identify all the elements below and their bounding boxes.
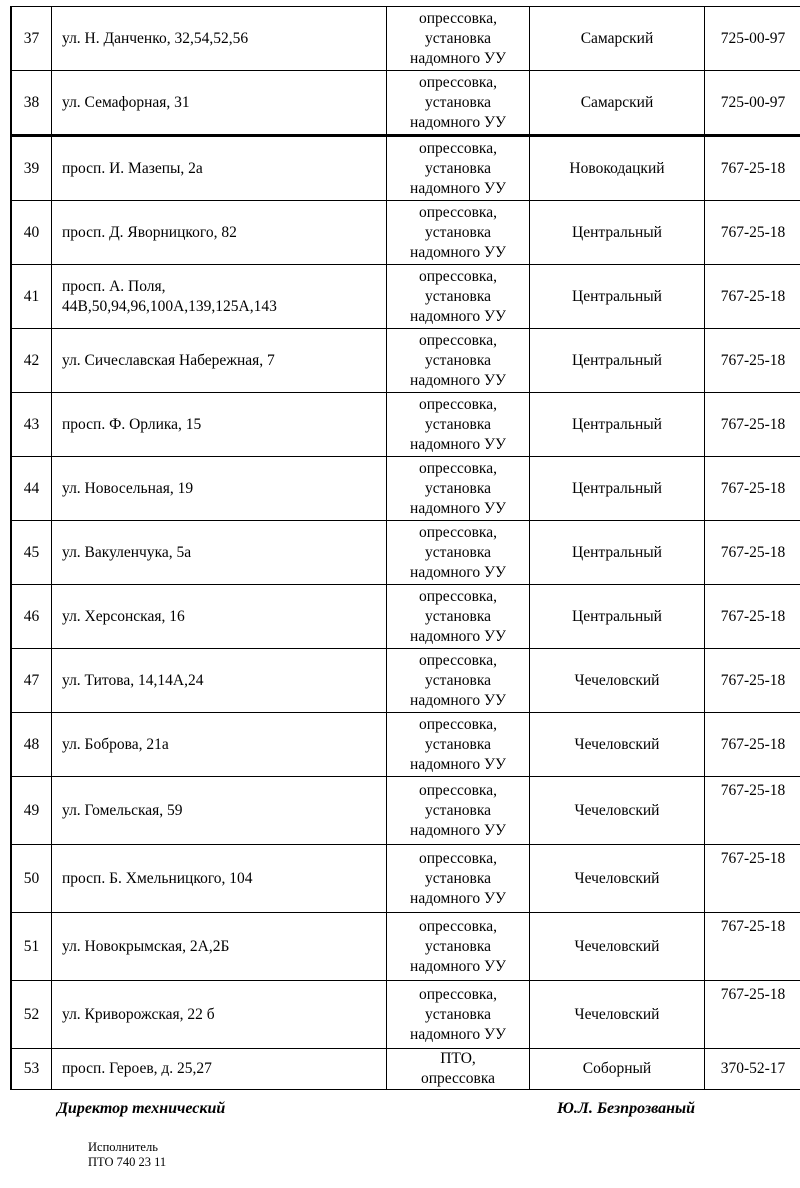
work-line: установка xyxy=(424,607,491,625)
document-sheet xyxy=(10,6,785,1090)
work-type-cell xyxy=(387,201,530,265)
work-line: установка xyxy=(424,543,491,561)
address-cell: ул. Новосельная, 19 xyxy=(52,457,387,521)
work-line: опрессовка xyxy=(420,1070,496,1087)
table-row xyxy=(11,981,800,1049)
phone-cell: 767-25-18 xyxy=(705,329,800,393)
work-line: надомного УУ xyxy=(410,49,506,67)
district-cell: Чечеловский xyxy=(530,913,705,981)
work-line: надомного УУ xyxy=(410,435,506,453)
phone-cell: 725-00-97 xyxy=(705,7,800,71)
work-line: надомного УУ xyxy=(410,371,506,389)
district-cell: Центральный xyxy=(530,201,705,265)
work-type-cell xyxy=(387,777,530,845)
phone-cell: 767-25-18 xyxy=(705,585,800,649)
row-number: 50 xyxy=(11,845,52,913)
table-row xyxy=(11,457,800,521)
row-number: 44 xyxy=(11,457,52,521)
work-line: установка xyxy=(424,801,491,819)
address-cell: ул. Криворожская, 22 б xyxy=(52,981,387,1049)
work-line: надомного УУ xyxy=(410,243,506,261)
district-cell: Центральный xyxy=(530,457,705,521)
work-line: надомного УУ xyxy=(410,499,506,517)
table-row xyxy=(11,585,800,649)
work-type-cell xyxy=(387,981,530,1049)
phone-cell: 767-25-18 xyxy=(705,649,800,713)
address-cell: ул. Гомельская, 59 xyxy=(52,777,387,845)
district-cell: Центральный xyxy=(530,393,705,457)
table-row xyxy=(11,913,800,981)
work-line: опрессовка, xyxy=(419,395,497,413)
row-number: 38 xyxy=(11,71,52,136)
work-type-cell xyxy=(387,913,530,981)
district-cell: Центральный xyxy=(530,521,705,585)
work-line: установка xyxy=(424,159,491,177)
address-cell: просп. Д. Яворницкого, 82 xyxy=(52,201,387,265)
row-number: 49 xyxy=(11,777,52,845)
address-cell: ул. Семафорная, 31 xyxy=(52,71,387,136)
district-cell: Самарский xyxy=(530,7,705,71)
work-line: надомного УУ xyxy=(410,179,506,197)
executor-label: Исполнитель xyxy=(88,1140,158,1154)
district-cell: Соборный xyxy=(530,1049,705,1090)
work-line: надомного УУ xyxy=(410,627,506,645)
table-row xyxy=(11,845,800,913)
work-line: надомного УУ xyxy=(410,821,506,839)
row-number: 46 xyxy=(11,585,52,649)
address-cell: ул. Херсонская, 16 xyxy=(52,585,387,649)
signatory-name: Ю.Л. Безпрозваный xyxy=(557,1100,696,1117)
address-cell: ул. Сичеславская Набережная, 7 xyxy=(52,329,387,393)
phone-cell: 767-25-18 xyxy=(705,393,800,457)
district-cell: Центральный xyxy=(530,585,705,649)
table-row xyxy=(11,1049,800,1090)
row-number: 47 xyxy=(11,649,52,713)
row-number: 39 xyxy=(11,136,52,201)
address-cell xyxy=(52,265,387,329)
work-line: опрессовка, xyxy=(419,9,497,27)
work-line: установка xyxy=(424,223,491,241)
address-cell: просп. Б. Хмельницкого, 104 xyxy=(52,845,387,913)
address-cell: просп. И. Мазепы, 2а xyxy=(52,136,387,201)
table-row xyxy=(11,265,800,329)
work-line: надомного УУ xyxy=(410,1025,506,1043)
work-type-cell xyxy=(387,7,530,71)
work-line: надомного УУ xyxy=(410,691,506,709)
work-type-cell xyxy=(387,393,530,457)
work-line: установка xyxy=(424,937,491,955)
work-type-cell xyxy=(387,71,530,136)
address-cell: просп. Ф. Орлика, 15 xyxy=(52,393,387,457)
work-type-cell xyxy=(387,649,530,713)
table-row xyxy=(11,521,800,585)
row-number: 42 xyxy=(11,329,52,393)
work-line: надомного УУ xyxy=(410,957,506,975)
work-line: надомного УУ xyxy=(410,889,506,907)
work-type-cell xyxy=(387,457,530,521)
work-line: установка xyxy=(424,671,491,689)
table-row xyxy=(11,649,800,713)
work-line: опрессовка, xyxy=(419,203,497,221)
work-line: установка xyxy=(424,351,491,369)
district-cell: Центральный xyxy=(530,265,705,329)
work-line: опрессовка, xyxy=(419,73,497,91)
work-line: опрессовка, xyxy=(419,715,497,733)
work-line: надомного УУ xyxy=(410,755,506,773)
row-number: 53 xyxy=(11,1049,52,1090)
address-cell: ул. Новокрымская, 2А,2Б xyxy=(52,913,387,981)
work-line: надомного УУ xyxy=(410,563,506,581)
work-line: установка xyxy=(424,93,491,111)
row-number: 37 xyxy=(11,7,52,71)
district-cell: Новокодацкий xyxy=(530,136,705,201)
work-line: опрессовка, xyxy=(419,459,497,477)
work-line: опрессовка, xyxy=(419,781,497,799)
district-cell: Чечеловский xyxy=(530,713,705,777)
work-line: опрессовка, xyxy=(419,139,497,157)
district-cell: Самарский xyxy=(530,71,705,136)
work-line: опрессовка, xyxy=(419,523,497,541)
phone-cell: 767-25-18 xyxy=(705,136,800,201)
address-cell: ул. Н. Данченко, 32,54,52,56 xyxy=(52,7,387,71)
row-number: 40 xyxy=(11,201,52,265)
table-row xyxy=(11,71,800,136)
phone-cell: 370-52-17 xyxy=(705,1049,800,1090)
phone-cell: 767-25-18 xyxy=(705,777,800,845)
work-line: надомного УУ xyxy=(410,113,506,131)
work-type-cell xyxy=(387,329,530,393)
address-line: просп. А. Поля, xyxy=(62,277,166,295)
table-row xyxy=(11,136,800,201)
executor-contact: ПТО 740 23 11 xyxy=(88,1155,167,1169)
phone-cell: 767-25-18 xyxy=(705,201,800,265)
work-type-cell xyxy=(387,845,530,913)
row-number: 52 xyxy=(11,981,52,1049)
row-number: 48 xyxy=(11,713,52,777)
work-line: установка xyxy=(424,1005,491,1023)
work-line: опрессовка, xyxy=(419,985,497,1003)
phone-cell: 725-00-97 xyxy=(705,71,800,136)
address-cell: ул. Титова, 14,14А,24 xyxy=(52,649,387,713)
work-line: опрессовка, xyxy=(419,849,497,867)
address-cell: просп. Героев, д. 25,27 xyxy=(52,1049,387,1090)
executor-info xyxy=(88,1140,166,1170)
phone-cell: 767-25-18 xyxy=(705,913,800,981)
phone-cell: 767-25-18 xyxy=(705,521,800,585)
work-line: установка xyxy=(424,29,491,47)
phone-cell: 767-25-18 xyxy=(705,265,800,329)
district-cell: Центральный xyxy=(530,329,705,393)
work-type-cell xyxy=(387,136,530,201)
signatory-role: Директор технический xyxy=(57,1100,226,1117)
work-type-cell xyxy=(387,521,530,585)
row-number: 45 xyxy=(11,521,52,585)
address-line: 44В,50,94,96,100А,139,125А,143 xyxy=(62,297,277,315)
address-cell: ул. Вакуленчука, 5а xyxy=(52,521,387,585)
row-number: 43 xyxy=(11,393,52,457)
work-type-cell xyxy=(387,713,530,777)
phone-cell: 767-25-18 xyxy=(705,845,800,913)
row-number: 41 xyxy=(11,265,52,329)
table-row xyxy=(11,329,800,393)
table-row xyxy=(11,7,800,71)
table-row xyxy=(11,777,800,845)
work-line: установка xyxy=(424,735,491,753)
works-schedule-table xyxy=(10,6,800,1090)
work-type-cell xyxy=(387,585,530,649)
row-number: 51 xyxy=(11,913,52,981)
district-cell: Чечеловский xyxy=(530,777,705,845)
work-line: опрессовка, xyxy=(419,331,497,349)
work-line: установка xyxy=(424,415,491,433)
district-cell: Чечеловский xyxy=(530,981,705,1049)
work-line: ПТО, xyxy=(440,1050,476,1067)
work-line: установка xyxy=(424,287,491,305)
phone-cell: 767-25-18 xyxy=(705,713,800,777)
phone-cell: 767-25-18 xyxy=(705,457,800,521)
district-cell: Чечеловский xyxy=(530,649,705,713)
address-cell: ул. Боброва, 21а xyxy=(52,713,387,777)
work-line: опрессовка, xyxy=(419,917,497,935)
work-line: опрессовка, xyxy=(419,651,497,669)
table-row xyxy=(11,201,800,265)
table-row xyxy=(11,713,800,777)
district-cell: Чечеловский xyxy=(530,845,705,913)
table-row xyxy=(11,393,800,457)
work-line: установка xyxy=(424,869,491,887)
work-line: опрессовка, xyxy=(419,587,497,605)
work-line: надомного УУ xyxy=(410,307,506,325)
work-type-cell xyxy=(387,1049,530,1090)
work-line: установка xyxy=(424,479,491,497)
phone-cell: 767-25-18 xyxy=(705,981,800,1049)
work-line: опрессовка, xyxy=(419,267,497,285)
work-type-cell xyxy=(387,265,530,329)
